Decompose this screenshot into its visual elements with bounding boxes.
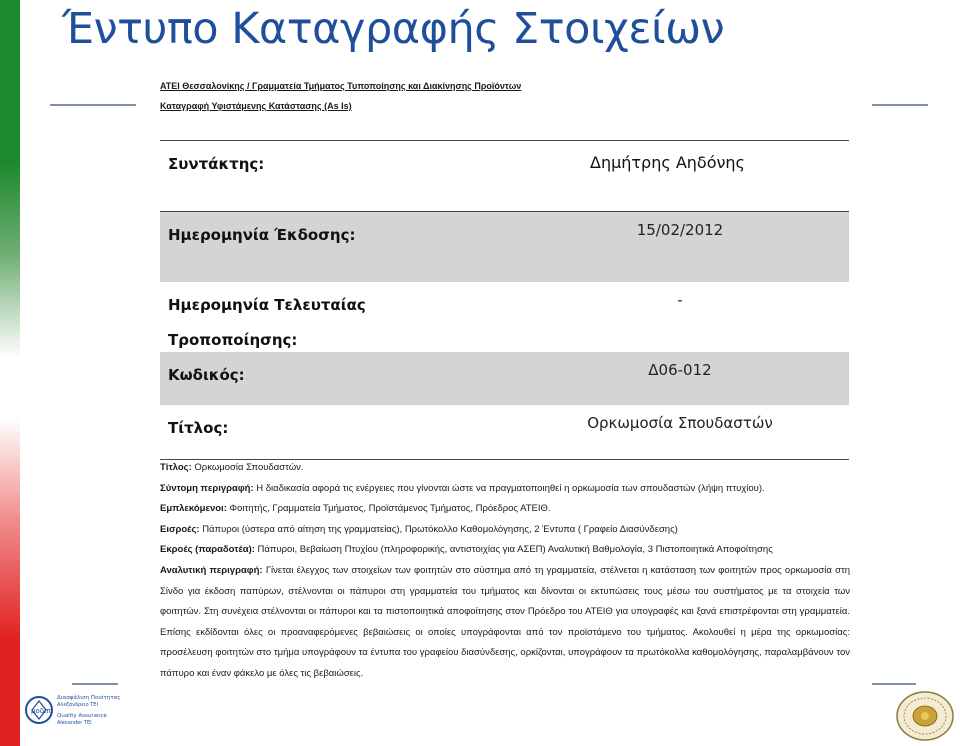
- body-involved-text: Φοιτητής, Γραμματεία Τμήματος, Προϊστάμενος Τμήματος, Πρόεδρος ΑΤΕΙΘ.: [229, 503, 551, 515]
- body-outputs-text: Πάπυροι, Βεβαίωση Πτυχίου (πληροφορικής, αντιστοιχίας για ΑΣΕΠ) Αναλυτική Βαθμολογία, 3 Πιστοποιητικά Αποφοίτησης: [257, 544, 773, 556]
- quality-logo-icon: [24, 690, 122, 730]
- logo-line4: Alexander TEI: [57, 720, 92, 726]
- info-table: [160, 140, 849, 460]
- title-label: Τίτλος:: [168, 419, 229, 437]
- last-modified-value: -: [677, 291, 683, 309]
- body-inputs-label: Εισροές:: [160, 523, 200, 535]
- body-outputs: [160, 540, 850, 561]
- body-title-label: Τίτλος:: [160, 462, 192, 473]
- divider-right-bottom: [870, 683, 916, 685]
- logo-line2: Αλεξάνδρειο ΤΕΙ: [57, 702, 98, 708]
- divider-left-top: [50, 104, 136, 106]
- logo-mark-text: μοδιπ: [31, 707, 51, 715]
- body-outputs-label: Εκροές (παραδοτέα):: [160, 544, 255, 556]
- body-detailed: [160, 561, 850, 685]
- last-modified-label: Ημερομηνία Τελευταίας Τροποποίησης:: [168, 296, 366, 349]
- author-value: Δημήτρης Αηδόνης: [590, 153, 745, 172]
- document-header: ΑΤΕΙ Θεσσαλονίκης / Γραμματεία Τμήματος Τυποποίησης και Διακίνησης Προϊόντων: [160, 81, 522, 91]
- body-title: [160, 458, 850, 479]
- logo-line1: Διασφάλιση Ποιότητας: [57, 695, 121, 701]
- document-subheader: Καταγραφή Υφιστάμενης Κατάστασης (As Is): [160, 101, 352, 111]
- flag-color-bar: [0, 0, 20, 746]
- description-body: [160, 458, 850, 685]
- slide-title: Έντυπο Καταγραφής Στοιχείων: [62, 4, 725, 54]
- row-title: [160, 405, 849, 459]
- body-inputs: [160, 520, 850, 541]
- body-detailed-label: Αναλυτική περιγραφή:: [160, 564, 263, 576]
- body-inputs-text: Πάπυροι (ύστερα από αίτηση της γραμματείας), Πρωτόκολλο Καθομολόγησης, 2 Έντυπα ( Γραφείο Διασύνδεσης): [202, 523, 678, 535]
- body-title-text: Ορκωμοσία Σπουδαστών.: [194, 462, 304, 473]
- author-label: Συντάκτης:: [168, 155, 265, 173]
- code-value: Δ06-012: [648, 361, 712, 379]
- divider-right-top: [872, 104, 928, 106]
- divider-left-bottom: [72, 683, 118, 685]
- tei-seal-icon: [894, 690, 956, 742]
- body-involved-label: Εμπλεκόμενοι:: [160, 503, 227, 515]
- document-image: [136, 76, 872, 746]
- issue-date-value: 15/02/2012: [636, 221, 724, 239]
- body-involved: [160, 499, 850, 520]
- title-value: Ορκωμοσία Σπουδαστών: [587, 414, 773, 432]
- row-last-modified: [160, 282, 849, 352]
- row-code: [160, 352, 849, 405]
- body-detailed-text: Γίνεται έλεγχος των στοιχείων των φοιτητών στο σύστημα από τη γραμματεία, στέλνεται η κατάσταση των φοιτητών προς ορκωμοσία στη Σίνδο για έκδοση παπύρων, στέλνονται οι πάπυροι στη γραμματεία του τμήματος και δίνονται οι εκτυπώσεις τους μέσω του συστήματος με τα στοιχεία των φοιτητών. Στη συνέχεια στέλνονται οι πάπυροι και τα πιστοποιητικά αποφοίτησης στον Πρόεδρο του ΑΤΕΙΘ για υπογραφές και ξανά επιστρέφονται στη γραμματεία. Επίσης εκδίδονται όλες οι προαναφερόμενες βεβαιώσεις οι οποίες υπογράφονται από τον προϊστάμενο του τμήματος. Ακολουθεί η μέρα της ορκωμοσίας: προσέλευση φοιτητών στο τμήμα υπογράφουν τα έντυπα του γραφείου διασύνδεσης, ορκίζονται, υπογράφουν τα πρωτόκολλα καθομολόγησης, παραλαμβάνουν τον πάπυρο και έναν φάκελο με όλες τις βεβαιώσεις.: [160, 564, 851, 679]
- code-label: Κωδικός:: [168, 366, 245, 384]
- body-summary-text: Η διαδικασία αφορά τις ενέργειες που γίνονται ώστε να πραγματοποιηθεί η ορκωμοσία των σπουδαστών (λήψη πτυχίου).: [256, 482, 765, 494]
- body-summary: [160, 479, 850, 500]
- row-author: [160, 141, 849, 212]
- row-issue-date: [160, 212, 849, 282]
- body-summary-label: Σύντομη περιγραφή:: [160, 482, 254, 494]
- logo-line3: Quality Assurance: [57, 713, 107, 719]
- issue-date-label: Ημερομηνία Έκδοσης:: [168, 226, 356, 244]
